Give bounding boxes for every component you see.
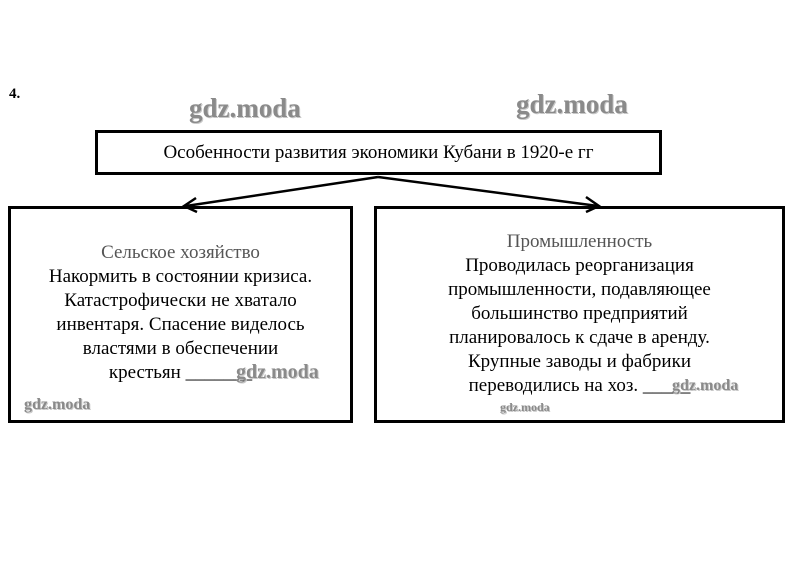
- agriculture-line-4: властями в обеспечении: [82, 338, 279, 359]
- agriculture-heading: Сельское хозяйство: [101, 242, 260, 263]
- industry-line-1: Проводилась реорганизация: [465, 255, 694, 276]
- industry-line-3: большинство предприятий: [471, 303, 688, 324]
- industry-line-5: Крупные заводы и фабрики: [467, 351, 692, 372]
- arrow-to-right-box: [378, 177, 598, 206]
- watermark-top-left: gdz.moda: [189, 93, 301, 123]
- industry-line-4: планировалось к сдаче в аренду.: [449, 327, 710, 348]
- task-number: 4.: [9, 86, 21, 102]
- watermark-left-mid: gdz.moda: [236, 361, 319, 383]
- watermark-left-bottom: gdz.moda: [24, 396, 91, 413]
- industry-line-2: промышленности, подавляющее: [448, 279, 711, 300]
- diagram-title: Особенности развития экономики Кубани в 1920-е гг: [163, 141, 594, 163]
- watermark-right-mid: gdz.moda: [672, 377, 739, 394]
- agriculture-line-2: Катастрофически не хватало: [64, 290, 297, 311]
- arrow-to-left-box: [186, 177, 378, 206]
- watermark-right-bottom: gdz.moda: [500, 400, 550, 414]
- industry-line-6: переводились на хоз. _____: [468, 375, 691, 396]
- agriculture-line-5: крестьян _______: [108, 362, 253, 383]
- watermark-top-right: gdz.moda: [516, 89, 628, 119]
- agriculture-line-3: инвентаря. Спасение виделось: [56, 314, 305, 335]
- agriculture-box: [8, 206, 353, 423]
- industry-heading: Промышленность: [506, 231, 653, 252]
- agriculture-line-1: Накормить в состоянии кризиса.: [48, 266, 313, 287]
